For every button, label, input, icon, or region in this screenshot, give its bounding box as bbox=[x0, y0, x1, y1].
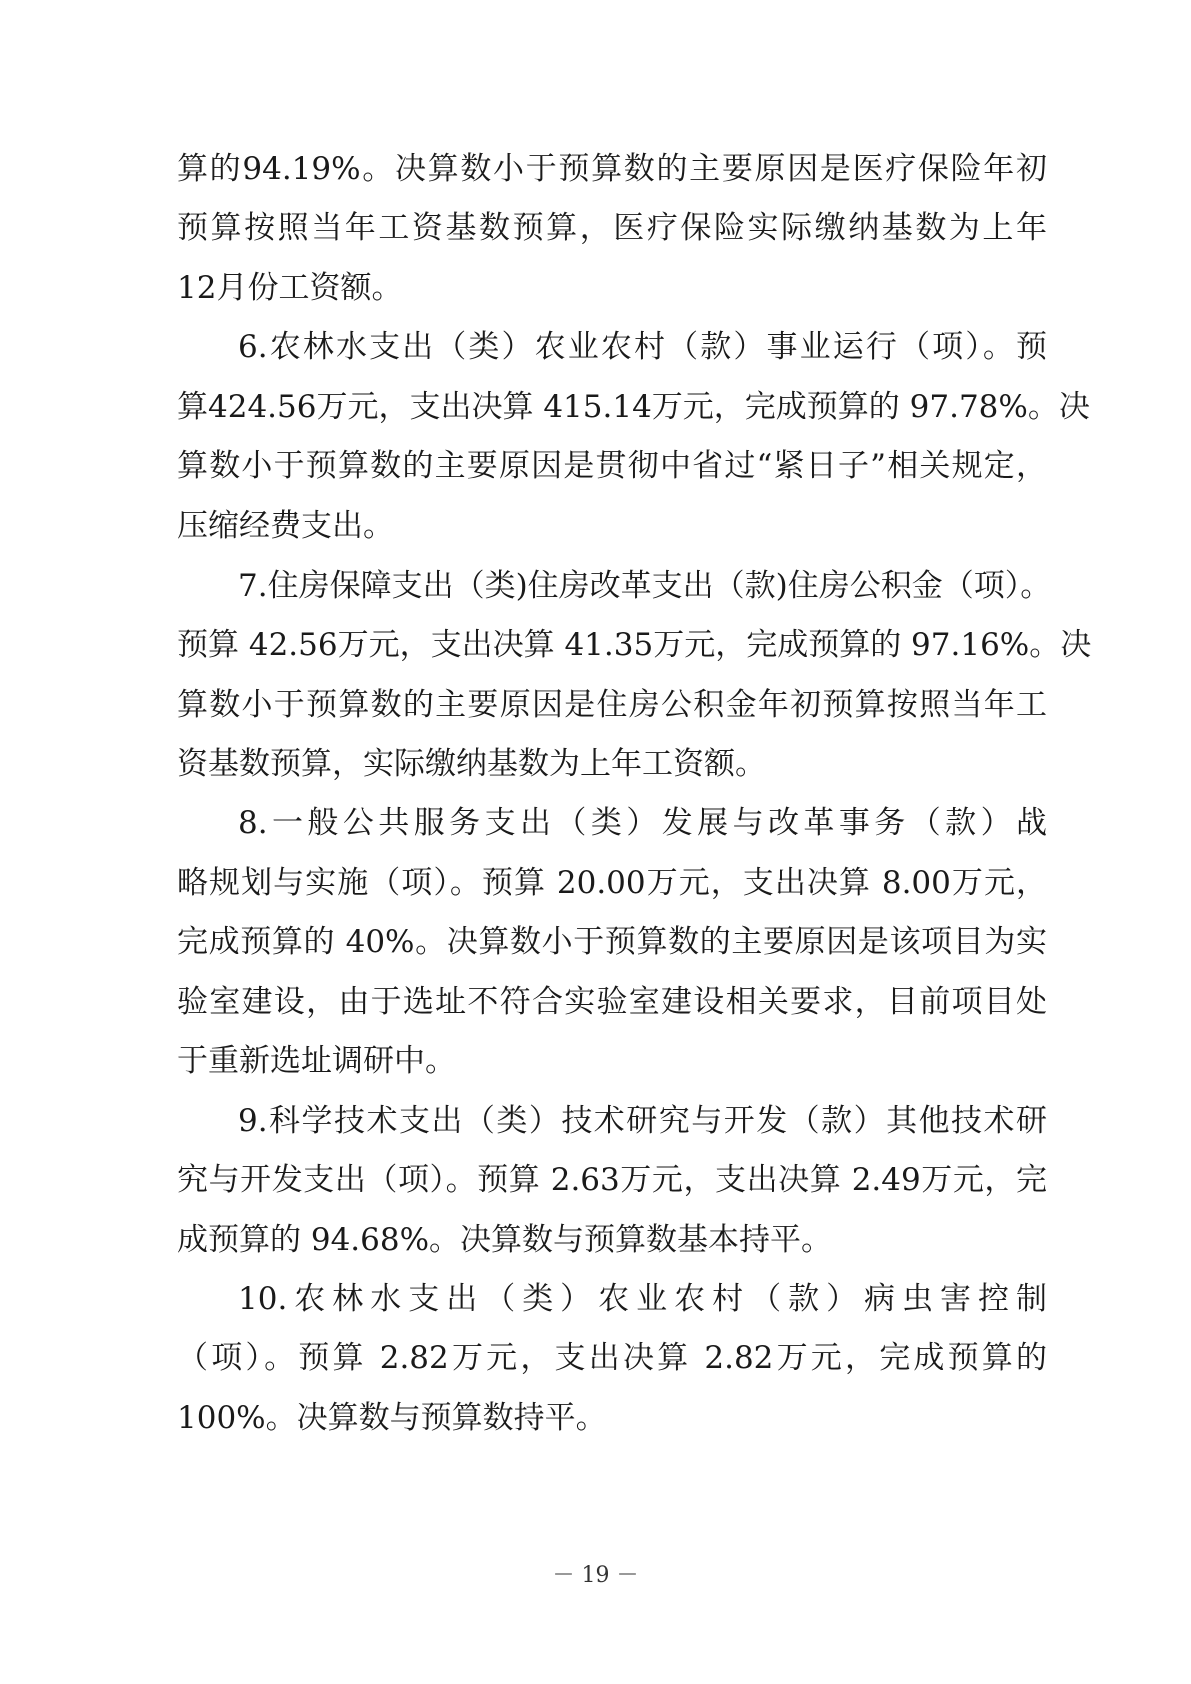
paragraph-10-line-1: 10.农林水支出（类）农业农村（款）病虫害控制 bbox=[238, 1281, 1047, 1317]
paragraph-6-line-3: 算数小于预算数的主要原因是贯彻中省过“紧日子”相关规定， bbox=[177, 448, 1047, 484]
paragraph-9-line-2: 究与开发支出（项）。预算 2.63万元，支出决算 2.49万元，完 bbox=[177, 1162, 1047, 1198]
paragraph-10-line-2: （项）。预算 2.82万元，支出决算 2.82万元，完成预算的 bbox=[177, 1340, 1047, 1376]
paragraph-7-line-1: 7.住房保障支出（类)住房改革支出（款)住房公积金（项）。 bbox=[238, 568, 1052, 604]
paragraph-6-line-2: 算424.56万元，支出决算 415.14万元，完成预算的 97.78%。决 bbox=[177, 389, 1090, 425]
paragraph-7-line-2: 预算 42.56万元，支出决算 41.35万元，完成预算的 97.16%。决 bbox=[177, 627, 1092, 663]
paragraph-6-line-4: 压缩经费支出。 bbox=[177, 508, 394, 544]
page-number: － 19 － bbox=[552, 1563, 639, 1588]
paragraph-9-line-1: 9.科学技术支出（类）技术研究与开发（款）其他技术研 bbox=[238, 1103, 1047, 1139]
paragraph-7-line-4: 资基数预算，实际缴纳基数为上年工资额。 bbox=[177, 746, 766, 782]
paragraph-1-line-2: 预算按照当年工资基数预算，医疗保险实际缴纳基数为上年 bbox=[177, 210, 1047, 246]
paragraph-1-line-1: 算的94.19%。决算数小于预算数的主要原因是医疗保险年初 bbox=[177, 151, 1047, 187]
paragraph-8-line-2: 略规划与实施（项）。预算 20.00万元，支出决算 8.00万元， bbox=[177, 865, 1047, 901]
paragraph-8-line-3: 完成预算的 40%。决算数小于预算数的主要原因是该项目为实 bbox=[177, 924, 1047, 960]
paragraph-8-line-4: 验室建设，由于选址不符合实验室建设相关要求，目前项目处 bbox=[177, 984, 1047, 1020]
paragraph-6-line-1: 6.农林水支出（类）农业农村（款）事业运行（项）。预 bbox=[238, 329, 1047, 365]
paragraph-9-line-3: 成预算的 94.68%。决算数与预算数基本持平。 bbox=[177, 1222, 833, 1258]
paragraph-8-line-5: 于重新选址调研中。 bbox=[177, 1043, 456, 1079]
paragraph-10-line-3: 100%。决算数与预算数持平。 bbox=[177, 1400, 607, 1436]
paragraph-7-line-3: 算数小于预算数的主要原因是住房公积金年初预算按照当年工 bbox=[177, 687, 1047, 723]
paragraph-1-line-3: 12月份工资额。 bbox=[177, 270, 403, 306]
paragraph-8-line-1: 8.一般公共服务支出（类）发展与改革事务（款）战 bbox=[238, 805, 1047, 841]
